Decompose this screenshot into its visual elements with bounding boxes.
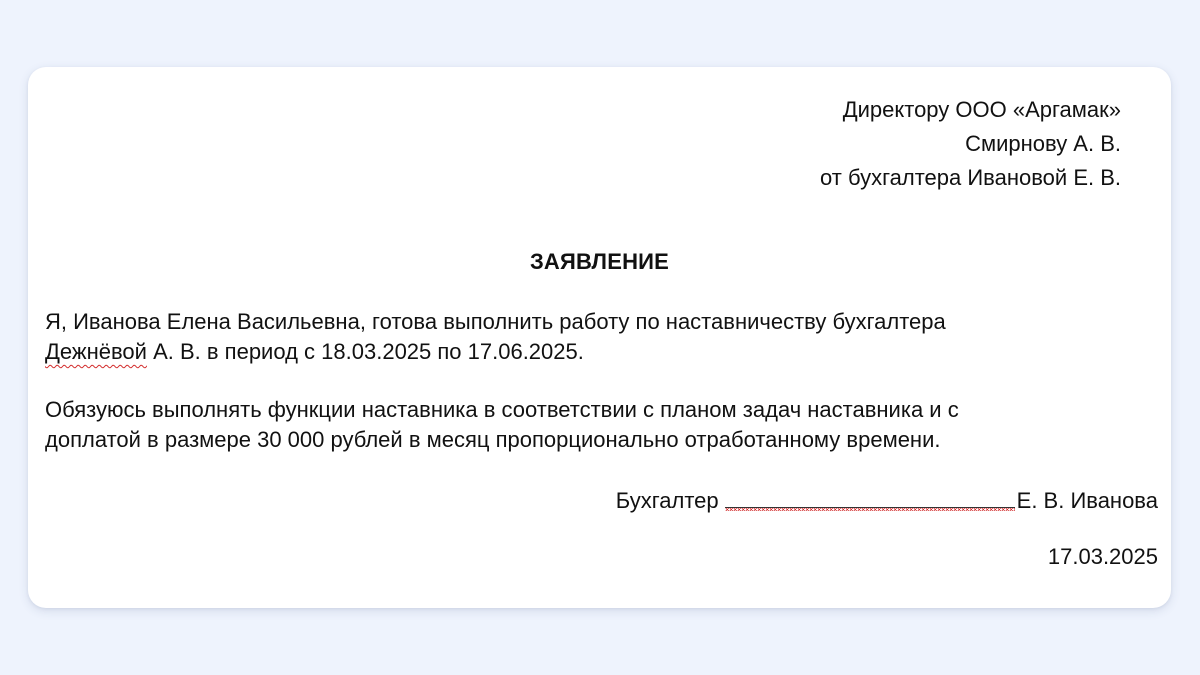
paragraph-obligation	[45, 395, 959, 455]
signature-name: Е. В. Иванова	[1016, 488, 1158, 513]
signature-line	[725, 485, 1015, 508]
paragraph-obligation-line-1: Обязуюсь выполнять функции наставника в соответствии с планом задач наставника и с	[45, 397, 959, 422]
document-title: ЗАЯВЛЕНИЕ	[529, 249, 670, 274]
paragraph-request-line-2	[45, 337, 946, 367]
addressee-line-name: Смирнову А. В.	[965, 131, 1121, 156]
paragraph-obligation-line-2: доплатой в размере 30 000 рублей в месяц пропорционально отработанному времени.	[45, 427, 941, 452]
document-card	[28, 67, 1171, 608]
document-date: 17.03.2025	[1047, 544, 1158, 569]
signature-row	[616, 485, 1158, 516]
addressee-line-from: от бухгалтера Ивановой Е. В.	[820, 165, 1121, 190]
addressee-line-director: Директору ООО «Аргамак»	[842, 97, 1121, 122]
paragraph-request-line-1: Я, Иванова Елена Васильевна, готова выполнить работу по наставничеству бухгалтера	[45, 309, 946, 334]
paragraph-request	[45, 307, 946, 367]
paragraph-request-line-2-rest: А. В. в период с 18.03.2025 по 17.06.2025.	[146, 339, 584, 364]
signature-position: Бухгалтер	[615, 488, 719, 513]
addressee-block	[820, 93, 1121, 195]
spellcheck-marked-word: Дежнёвой	[45, 339, 147, 364]
